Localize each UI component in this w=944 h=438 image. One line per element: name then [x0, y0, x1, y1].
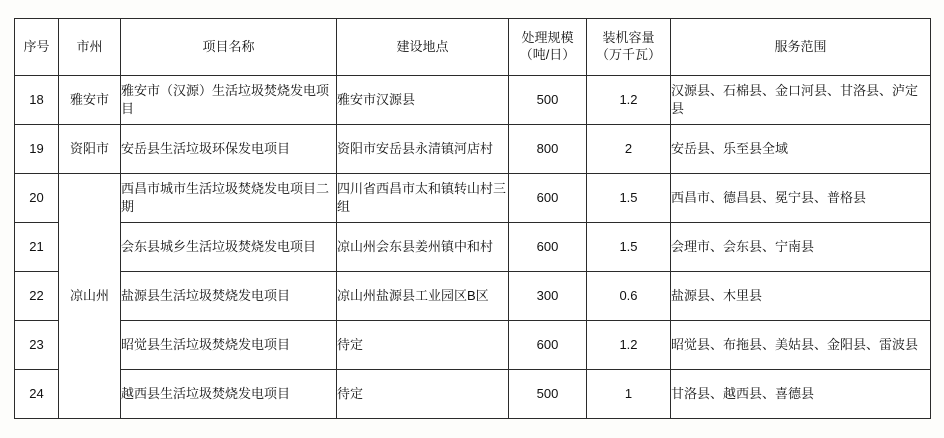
- cell-site: [337, 174, 509, 223]
- cell-city: [59, 76, 121, 125]
- cell-project-name-text: 昭觉县生活垃圾焚烧发电项目: [121, 337, 291, 353]
- cell-scale-text: 500: [536, 386, 559, 402]
- cell-project-name: [121, 321, 337, 370]
- cell-seq-text: 21: [29, 239, 44, 255]
- header-capacity-line2: （万千瓦）: [595, 47, 661, 62]
- cell-site: [337, 76, 509, 125]
- cell-scope: [671, 370, 931, 419]
- header-project-name-label: 项目名称: [202, 39, 255, 55]
- cell-scope: [671, 272, 931, 321]
- cell-capacity-text: 1: [624, 386, 633, 402]
- cell-site-text: 资阳市安岳县永清镇河店村: [337, 141, 494, 157]
- table-row: [15, 321, 931, 370]
- table-row: [15, 272, 931, 321]
- header-site-label: 建设地点: [396, 39, 449, 55]
- cell-site: [337, 370, 509, 419]
- cell-project-name: [121, 223, 337, 272]
- cell-site-text: 凉山州会东县姜州镇中和村: [337, 239, 494, 255]
- cell-project-name: [121, 125, 337, 174]
- cell-capacity-text: 2: [624, 141, 633, 157]
- cell-capacity: [587, 76, 671, 125]
- cell-site-text: 四川省西昌市太和镇转山村三组: [337, 181, 507, 214]
- cell-scope: [671, 125, 931, 174]
- cell-capacity: [587, 223, 671, 272]
- cell-project-name: [121, 272, 337, 321]
- table-header-row: [15, 19, 931, 76]
- cell-capacity: [587, 174, 671, 223]
- cell-scale: [509, 321, 587, 370]
- cell-seq: [15, 174, 59, 223]
- cell-capacity: [587, 370, 671, 419]
- cell-scale: [509, 76, 587, 125]
- cell-scope-text: 盐源县、木里县: [671, 288, 763, 304]
- cell-scope-text: 甘洛县、越西县、喜德县: [671, 386, 815, 402]
- header-city-label: 市州: [76, 39, 103, 55]
- cell-seq-text: 18: [29, 92, 44, 108]
- cell-project-name-text: 雅安市（汉源）生活垃圾焚烧发电项目: [121, 83, 330, 116]
- cell-scope: [671, 321, 931, 370]
- table-row: [15, 223, 931, 272]
- cell-scale: [509, 223, 587, 272]
- cell-scale-text: 300: [536, 288, 559, 304]
- cell-scope-text: 会理市、会东县、宁南县: [671, 239, 815, 255]
- cell-city-merged: [59, 174, 121, 419]
- cell-scope-text: 西昌市、德昌县、冕宁县、普格县: [671, 190, 867, 206]
- cell-capacity: [587, 125, 671, 174]
- cell-scale: [509, 174, 587, 223]
- cell-seq: [15, 370, 59, 419]
- cell-scope: [671, 76, 931, 125]
- cell-project-name-text: 会东县城乡生活垃圾焚烧发电项目: [121, 239, 317, 255]
- cell-seq-text: 20: [29, 190, 44, 206]
- cell-scope: [671, 223, 931, 272]
- cell-capacity-text: 1.5: [619, 239, 638, 255]
- cell-site: [337, 125, 509, 174]
- cell-seq-text: 23: [29, 337, 44, 353]
- cell-city-text: 雅安市: [69, 92, 109, 108]
- cell-city: [59, 125, 121, 174]
- cell-scale-text: 600: [536, 190, 559, 206]
- table-row: [15, 174, 931, 223]
- header-seq: [15, 19, 59, 76]
- cell-site-text: 待定: [337, 386, 364, 402]
- cell-scale: [509, 370, 587, 419]
- cell-site-text: 凉山州盐源县工业园区B区: [337, 288, 489, 304]
- header-capacity-line1: 装机容量: [602, 30, 655, 46]
- table-row: [15, 125, 931, 174]
- header-scope: [671, 19, 931, 76]
- cell-capacity-text: 1.2: [619, 92, 638, 108]
- header-seq-label: 序号: [23, 39, 50, 55]
- cell-city-text: 资阳市: [69, 141, 109, 157]
- cell-scope-text: 昭觉县、布拖县、美姑县、金阳县、雷波县: [671, 337, 919, 353]
- header-scale-line2: （吨/日）: [519, 47, 576, 62]
- projects-table: [14, 18, 931, 419]
- cell-scope-text: 安岳县、乐至县全域: [671, 141, 789, 157]
- cell-seq: [15, 272, 59, 321]
- header-project-name: [121, 19, 337, 76]
- cell-capacity-text: 1.5: [619, 190, 638, 206]
- cell-project-name-text: 西昌市城市生活垃圾焚烧发电项目二期: [121, 181, 330, 214]
- cell-seq: [15, 125, 59, 174]
- header-site: [337, 19, 509, 76]
- cell-seq-text: 19: [29, 141, 44, 157]
- cell-capacity: [587, 321, 671, 370]
- cell-scale: [509, 125, 587, 174]
- header-capacity: [587, 19, 671, 76]
- header-scale: [509, 19, 587, 76]
- header-scope-label: 服务范围: [774, 39, 827, 55]
- cell-project-name-text: 安岳县生活垃圾环保发电项目: [121, 141, 291, 157]
- cell-seq-text: 24: [29, 386, 44, 402]
- cell-project-name: [121, 370, 337, 419]
- cell-capacity: [587, 272, 671, 321]
- cell-project-name: [121, 76, 337, 125]
- cell-site-text: 雅安市汉源县: [337, 92, 416, 108]
- cell-city-text: 凉山州: [69, 288, 109, 304]
- table-row: [15, 76, 931, 125]
- cell-scale: [509, 272, 587, 321]
- cell-site: [337, 272, 509, 321]
- cell-project-name-text: 盐源县生活垃圾焚烧发电项目: [121, 288, 291, 304]
- cell-scale-text: 600: [536, 337, 559, 353]
- cell-scale-text: 600: [536, 239, 559, 255]
- cell-site: [337, 321, 509, 370]
- cell-site-text: 待定: [337, 337, 364, 353]
- cell-seq: [15, 76, 59, 125]
- cell-scale-text: 800: [536, 141, 559, 157]
- cell-capacity-text: 1.2: [619, 337, 638, 353]
- cell-seq: [15, 321, 59, 370]
- header-scale-line1: 处理规模: [521, 30, 574, 46]
- cell-capacity-text: 0.6: [619, 288, 638, 304]
- cell-project-name: [121, 174, 337, 223]
- header-city: [59, 19, 121, 76]
- cell-site: [337, 223, 509, 272]
- cell-project-name-text: 越西县生活垃圾焚烧发电项目: [121, 386, 291, 402]
- cell-scope: [671, 174, 931, 223]
- cell-seq-text: 22: [29, 288, 44, 304]
- cell-scale-text: 500: [536, 92, 559, 108]
- cell-seq: [15, 223, 59, 272]
- cell-scope-text: 汉源县、石棉县、金口河县、甘洛县、泸定县: [671, 83, 919, 116]
- table-row: [15, 370, 931, 419]
